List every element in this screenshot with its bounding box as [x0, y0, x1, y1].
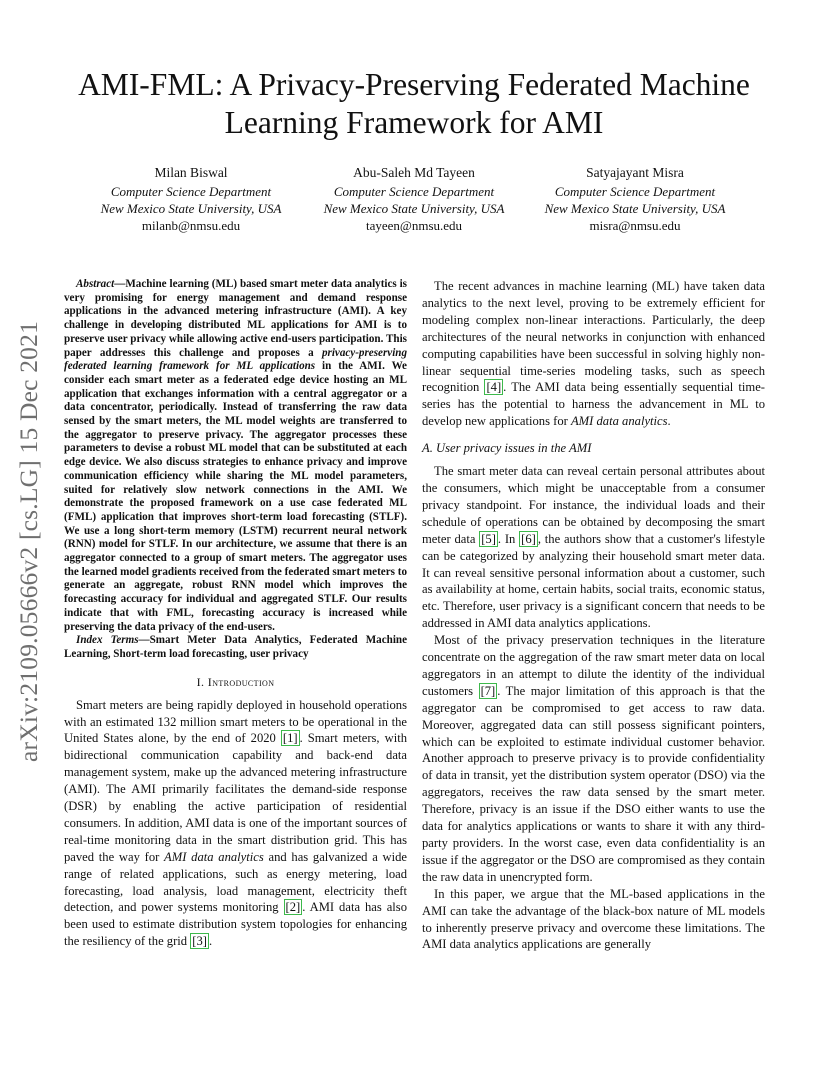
- index-terms: [64, 634, 407, 661]
- text-run: . The AMI data being essentially sequential time-series has the potential to harness the advancement in ML to develop new applications for: [422, 380, 765, 429]
- left-column: [64, 278, 407, 950]
- author-dept: Computer Science Department: [333, 184, 495, 199]
- text-run: . Smart meters, with bidirectional communication capability and back-end data management system, make up the advanced metering infrastructure (AMI). The AMI primarily facilitates the demand-side response (DSR) by enabling the active participation of residential consumers. In addition, AMI data is one of the important sources of real-time monitoring data in the smart distribution grid. This has paved the way for: [64, 731, 407, 864]
- citation-link[interactable]: [2]: [285, 900, 301, 915]
- emphasis: AMI data analytics: [164, 849, 264, 864]
- arxiv-id-text: arXiv:2109.05666v2 [cs.LG] 15 Dec 2021: [14, 320, 43, 762]
- text-run: . The major limitation of this approach is that the aggregator can be compromised to get access to raw data. Moreover, aggregated data can still possess significant pointers, which can be exploited to estimate individual customer behavior. Another approach to preserve privacy is to provide confidentiality of data in transit, yet the distribution system operator (DSO) via the aggregators, receives the raw data sensed by the smart meter. Therefore, privacy is an issue if the DSO either wants to use the data for analytics applications or wants to share it with any third-party providers. In the worst case, even data confidentiality is an issue if the aggregator or the DSO are compromised as they contain the raw data in unencrypted form.: [422, 683, 765, 884]
- paragraph: [422, 278, 765, 430]
- author-name: Abu-Saleh Md Tayeen: [353, 165, 475, 180]
- right-column: [422, 278, 765, 953]
- text-run: , the authors show that a customer's lifestyle can be categorized by analyzing their household smart meter data. It can reveal sensitive personal information about a customer, such as availability at home, certain habits, social traits, economic status, etc. Therefore, user privacy is a significant concern that needs to be addressed in AMI data analytics applications.: [422, 531, 765, 631]
- text-run: The smart meter data can reveal certain personal attributes about the consumers, which might be unacceptable from a consumer privacy standpoint. For instance, the individual loads and their schedule of operations can be obtained by decomposing the smart meter data: [422, 464, 765, 546]
- citation-link[interactable]: [7]: [480, 683, 496, 698]
- text-run: Most of the privacy preservation techniques in the literature concentrate on the aggregation of the raw smart meter data on local aggregators in an attempt to dilute the identity of the individual customers: [422, 633, 765, 698]
- subsection-heading: A. User privacy issues in the AMI: [422, 441, 592, 456]
- author-dept: Computer Science Department: [110, 184, 272, 199]
- author-email: misra@nmsu.edu: [589, 218, 681, 233]
- citation-link[interactable]: [4]: [486, 380, 502, 395]
- paragraph: [422, 463, 765, 632]
- section-heading: I. Introduction: [196, 674, 275, 689]
- text-run: . AMI data has also been used to estimate distribution system topologies for enhancing the resiliency of the grid: [64, 900, 407, 949]
- author-block: [76, 164, 306, 234]
- paragraph: [422, 632, 765, 886]
- text-run: . In: [497, 531, 520, 546]
- author-email: tayeen@nmsu.edu: [365, 218, 463, 233]
- abstract-label: Abstract: [76, 278, 115, 290]
- abstract-emphasis: privacy-preserving federated learning framework for ML applications: [64, 346, 407, 373]
- emphasis: AMI data analytics: [570, 414, 668, 429]
- author-name: Satyajayant Misra: [586, 165, 684, 180]
- author-dept: Computer Science Department: [554, 184, 716, 199]
- citation-link[interactable]: [3]: [192, 934, 207, 949]
- abstract-text: in the AMI. We consider each smart meter as a federated edge device hosting an ML application that exchanges information with a central aggregator or a data concentrator, periodically. Instead of transferring the raw data sensed by the smart meters, the ML model weights are transferred to the aggregator to preserve privacy. The aggregator processes these parameters to devise a robust ML model that can be substituted at each edge device. We also discuss strategies to enhance privacy and improve communication efficiency while sharing the ML model parameters, suited for relatively slow network connections in the AMI. We demonstrate the proposed framework on a use case federated ML (FML) application that improves short-term load forecasting (STLF). We use a long short-term memory (LSTM) recurrent neural network (RNN) model for STLF. In our architecture, we assume that there is an aggregator connected to a group of smart meters. The aggregator uses the learned model gradients received from the federated smart meters to generate an aggregate, robust RNN model which improves the forecasting accuracy for individual and aggregated STLF. Our results indicate that with FML, forecasting accuracy is increased while preserving the data privacy of the end-users.: [64, 360, 407, 633]
- citation-link[interactable]: [5]: [481, 531, 496, 546]
- citation-link[interactable]: [6]: [521, 531, 536, 546]
- text-run: .: [667, 414, 671, 429]
- index-terms-label: Index Terms: [76, 634, 139, 647]
- text-run: .: [208, 934, 213, 949]
- paragraph: [64, 697, 407, 951]
- paragraph: In this paper, we argue that the ML-based applications in the AMI can take the advantage of the black-box nature of ML models to inherently preserve privacy and overcome these limitations. The AMI data analytics applications are generally: [422, 886, 765, 952]
- text-run: The recent advances in machine learning (ML) have taken data analytics to the next level, proving to be extremely efficient for modeling complex non-linear interactions. Particularly, the deep architectures of the neural networks in conjunction with enhanced computing capabilities have been successful in solving highly non-linear sequential time-series modeling tasks, such as speech recognition: [422, 279, 765, 395]
- author-name: Milan Biswal: [154, 165, 228, 180]
- author-block: [520, 164, 750, 234]
- author-university: New Mexico State University, USA: [544, 201, 726, 216]
- author-block: [299, 164, 529, 234]
- index-terms-text: —Smart Meter Data Analytics, Federated Machine Learning, Short-term load forecasting, user privacy: [64, 634, 407, 660]
- citation-link[interactable]: [1]: [282, 731, 298, 746]
- author-university: New Mexico State University, USA: [100, 201, 282, 216]
- paper-title: AMI-FML: A Privacy-Preserving Federated Machine Learning Framework for AMI: [78, 67, 750, 140]
- text-run: Smart meters are being rapidly deployed in household operations with an estimated 132 million smart meters to be operational in the United States alone, by the end of 2020: [64, 697, 407, 746]
- abstract-text: —Machine learning (ML) based smart meter data analytics is very promising for energy management and demand response applications in the advanced metering infrastructure (AMI). A key challenge in developing distributed ML applications for AMI is to preserve user privacy while allowing active end-users participation. This paper addresses this challenge and proposes a: [64, 278, 407, 359]
- author-university: New Mexico State University, USA: [323, 201, 505, 216]
- author-email: milanb@nmsu.edu: [141, 218, 241, 233]
- text-run: and has galvanized a wide range of related applications, such as energy metering, load forecasting, load analysis, load management, electricity theft detection, and power systems monitoring: [64, 849, 407, 915]
- abstract: [64, 278, 407, 634]
